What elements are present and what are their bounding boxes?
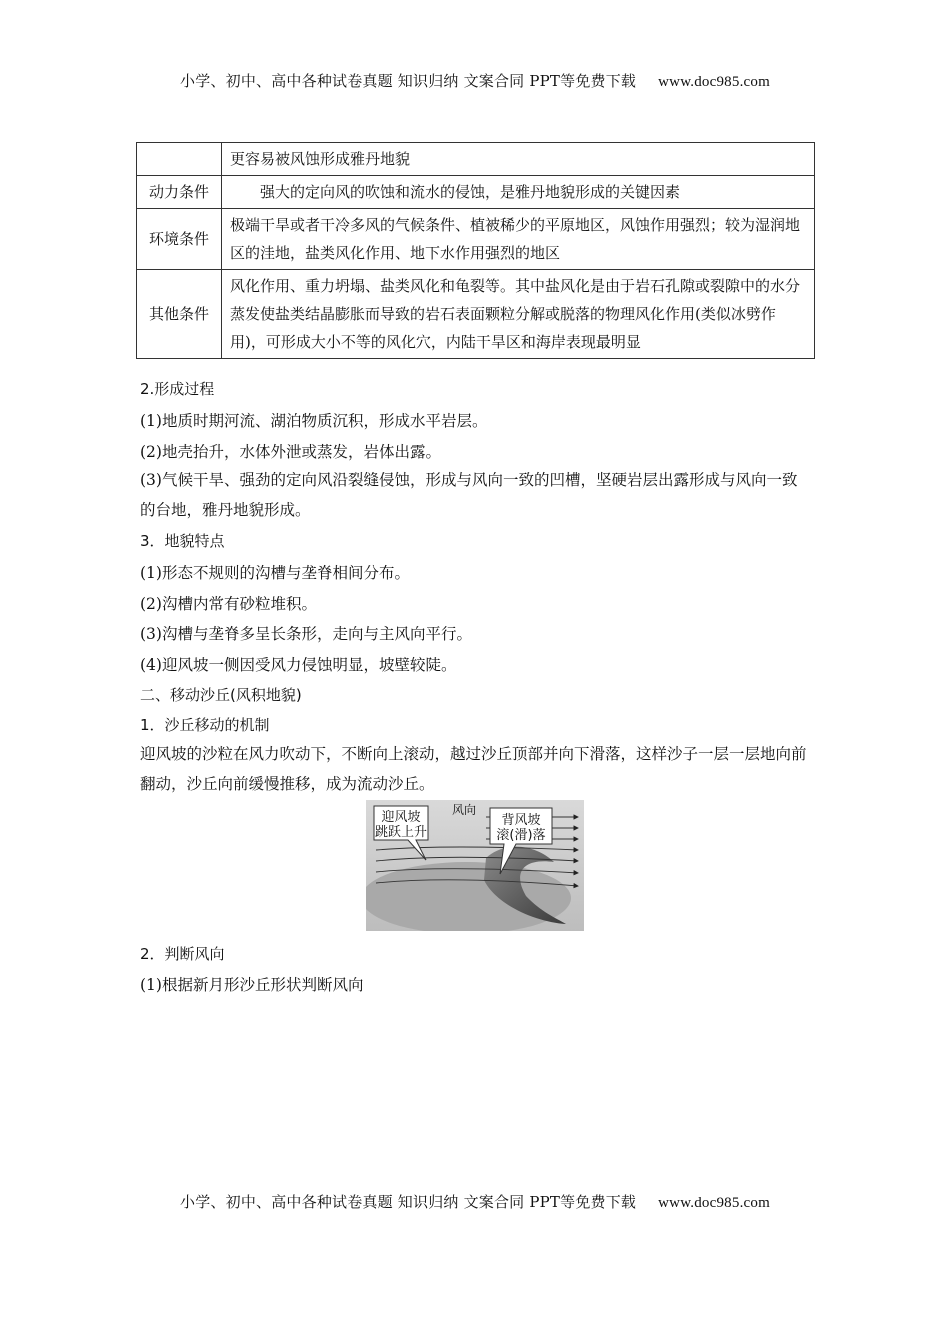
mechanism-title: 1．沙丘移动的机制 xyxy=(140,716,270,734)
wind-label: 风向 xyxy=(452,803,477,817)
mechanism-text: 迎风坡的沙粒在风力吹动下，不断向上滚动，越过沙丘顶部并向下滑落，这样沙子一层一层地向前翻动，沙丘向前缓慢推移，成为流动沙丘。 xyxy=(140,745,807,793)
windward-label: 迎风坡 xyxy=(381,810,421,825)
dune-migration-diagram xyxy=(366,800,584,931)
row-content: 极端干旱或者干冷多风的气候条件、植被稀少的平原地区，风蚀作用强烈；较为湿润地区的洼地，盐类风化作用、地下水作用强烈的地区 xyxy=(222,209,815,270)
row-label xyxy=(137,143,222,176)
footer-url[interactable]: www.doc985.com xyxy=(658,1195,770,1211)
windward-action: 跳跃上升 xyxy=(374,825,428,840)
feature-2: (2)沟槽内常有砂粒堆积。 xyxy=(140,595,317,613)
section-formation-title: 2.形成过程 xyxy=(140,380,215,398)
table-row xyxy=(137,176,815,209)
judge-title: 2．判断风向 xyxy=(140,945,225,963)
table-row xyxy=(137,143,815,176)
row-content: 强大的定向风的吹蚀和流水的侵蚀，是雅丹地貌形成的关键因素 xyxy=(222,176,815,209)
leeward-label: 背风坡 xyxy=(501,813,541,828)
feature-4: (4)迎风坡一侧因受风力侵蚀明显，坡壁较陡。 xyxy=(140,656,457,674)
feature-3: (3)沟槽与垄脊多呈长条形，走向与主风向平行。 xyxy=(140,625,472,643)
row-label: 其他条件 xyxy=(137,270,222,359)
row-content: 风化作用、重力坍塌、盐类风化和龟裂等。其中盐风化是由于岩石孔隙或裂隙中的水分蒸发使盐类结晶膨胀而导致的岩石表面颗粒分解或脱落的物理风化作用(类似冰劈作用)，可形成大小不等的风化穴，内陆干旱区和海岸表现最明显 xyxy=(222,270,815,359)
conditions-table xyxy=(136,142,815,359)
formation-step-1: (1)地质时期河流、湖泊物质沉积，形成水平岩层。 xyxy=(140,412,488,430)
feature-1: (1)形态不规则的沟槽与垄脊相间分布。 xyxy=(140,564,410,582)
formation-step-3: (3)气候干旱、强劲的定向风沿裂缝侵蚀，形成与风向一致的凹槽，坚硬岩层出露形成与风向一致的台地，雅丹地貌形成。 xyxy=(140,471,798,519)
footer-text: 小学、初中、高中各种试卷真题 知识归纳 文案合同 PPT等免费下载 xyxy=(180,1193,637,1211)
header-url[interactable]: www.doc985.com xyxy=(658,74,770,90)
row-label: 动力条件 xyxy=(137,176,222,209)
part2-title: 二、移动沙丘(风积地貌) xyxy=(140,686,302,704)
table-row xyxy=(137,209,815,270)
table-row xyxy=(137,270,815,359)
page-header xyxy=(0,70,950,91)
judge-step-1: (1)根据新月形沙丘形状判断风向 xyxy=(140,976,364,994)
page-footer xyxy=(0,1191,950,1212)
header-text: 小学、初中、高中各种试卷真题 知识归纳 文案合同 PPT等免费下载 xyxy=(180,72,637,90)
leeward-action: 滚(滑)落 xyxy=(496,828,546,843)
row-label: 环境条件 xyxy=(137,209,222,270)
formation-step-2: (2)地壳抬升，水体外泄或蒸发，岩体出露。 xyxy=(140,443,441,461)
row-content: 更容易被风蚀形成雅丹地貌 xyxy=(222,143,815,176)
section-feature-title: 3．地貌特点 xyxy=(140,532,225,550)
